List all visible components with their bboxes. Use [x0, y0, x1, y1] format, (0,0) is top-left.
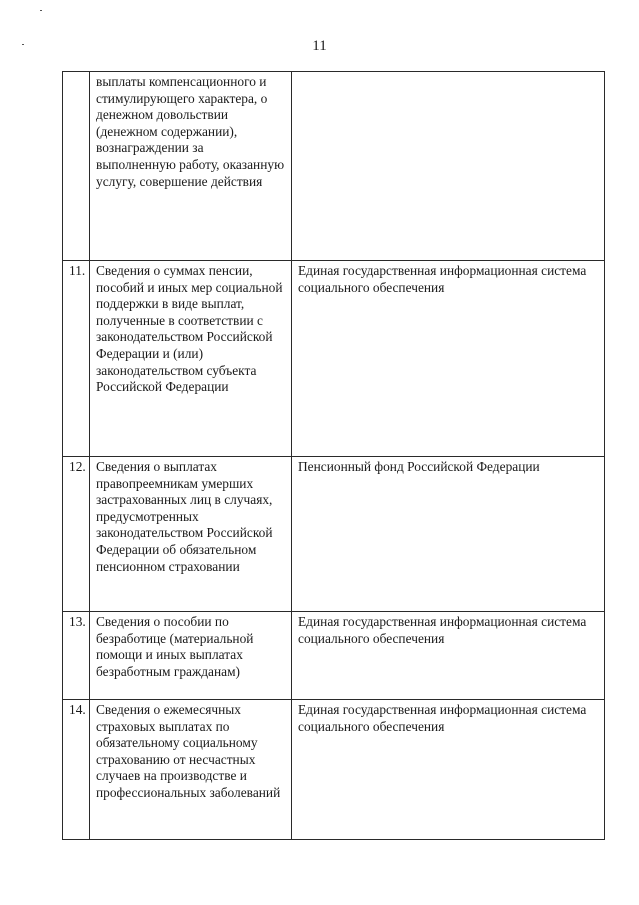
- info-name-cell: Сведения о выплатах правопреемникам умерших застрахованных лиц в случаях, предусмотренных законодательством Российской Федерации об обязательном пенсионном страховании: [90, 457, 292, 612]
- row-number-cell: [63, 72, 90, 261]
- table-row: [63, 457, 605, 612]
- table-row: [63, 261, 605, 457]
- scan-artifact-mark: [40, 10, 42, 11]
- page-number: 11: [312, 38, 327, 54]
- info-name-cell: Сведения о ежемесячных страховых выплатах по обязательному социальному страхованию от несчастных случаев на производстве и профессиональных заболеваний: [90, 700, 292, 840]
- info-name-cell: Сведения о суммах пенсии, пособий и иных мер социальной поддержки в виде выплат, полученные в соответствии с законодательством Российской Федерации и (или) законодательством субъекта Российской Федерации: [90, 261, 292, 457]
- info-source-cell: Пенсионный фонд Российской Федерации: [292, 457, 605, 612]
- info-source-cell: Единая государственная информационная система социального обеспечения: [292, 261, 605, 457]
- info-source-cell: Единая государственная информационная система социального обеспечения: [292, 700, 605, 840]
- row-number-cell: 14.: [63, 700, 90, 840]
- info-name-cell: выплаты компенсационного и стимулирующего характера, о денежном довольствии (денежном содержании), вознаграждении за выполненную работу, оказанную услугу, совершение действия: [90, 72, 292, 261]
- info-source-cell: Единая государственная информационная система социального обеспечения: [292, 612, 605, 700]
- info-name-cell: Сведения о пособии по безработице (материальной помощи и иных выплатах безработным гражданам): [90, 612, 292, 700]
- row-number-cell: 13.: [63, 612, 90, 700]
- data-sources-table: [62, 71, 605, 840]
- table-row: [63, 612, 605, 700]
- row-number-cell: 11.: [63, 261, 90, 457]
- row-number-cell: 12.: [63, 457, 90, 612]
- info-source-cell: [292, 72, 605, 261]
- table-row: [63, 700, 605, 840]
- table-row: [63, 72, 605, 261]
